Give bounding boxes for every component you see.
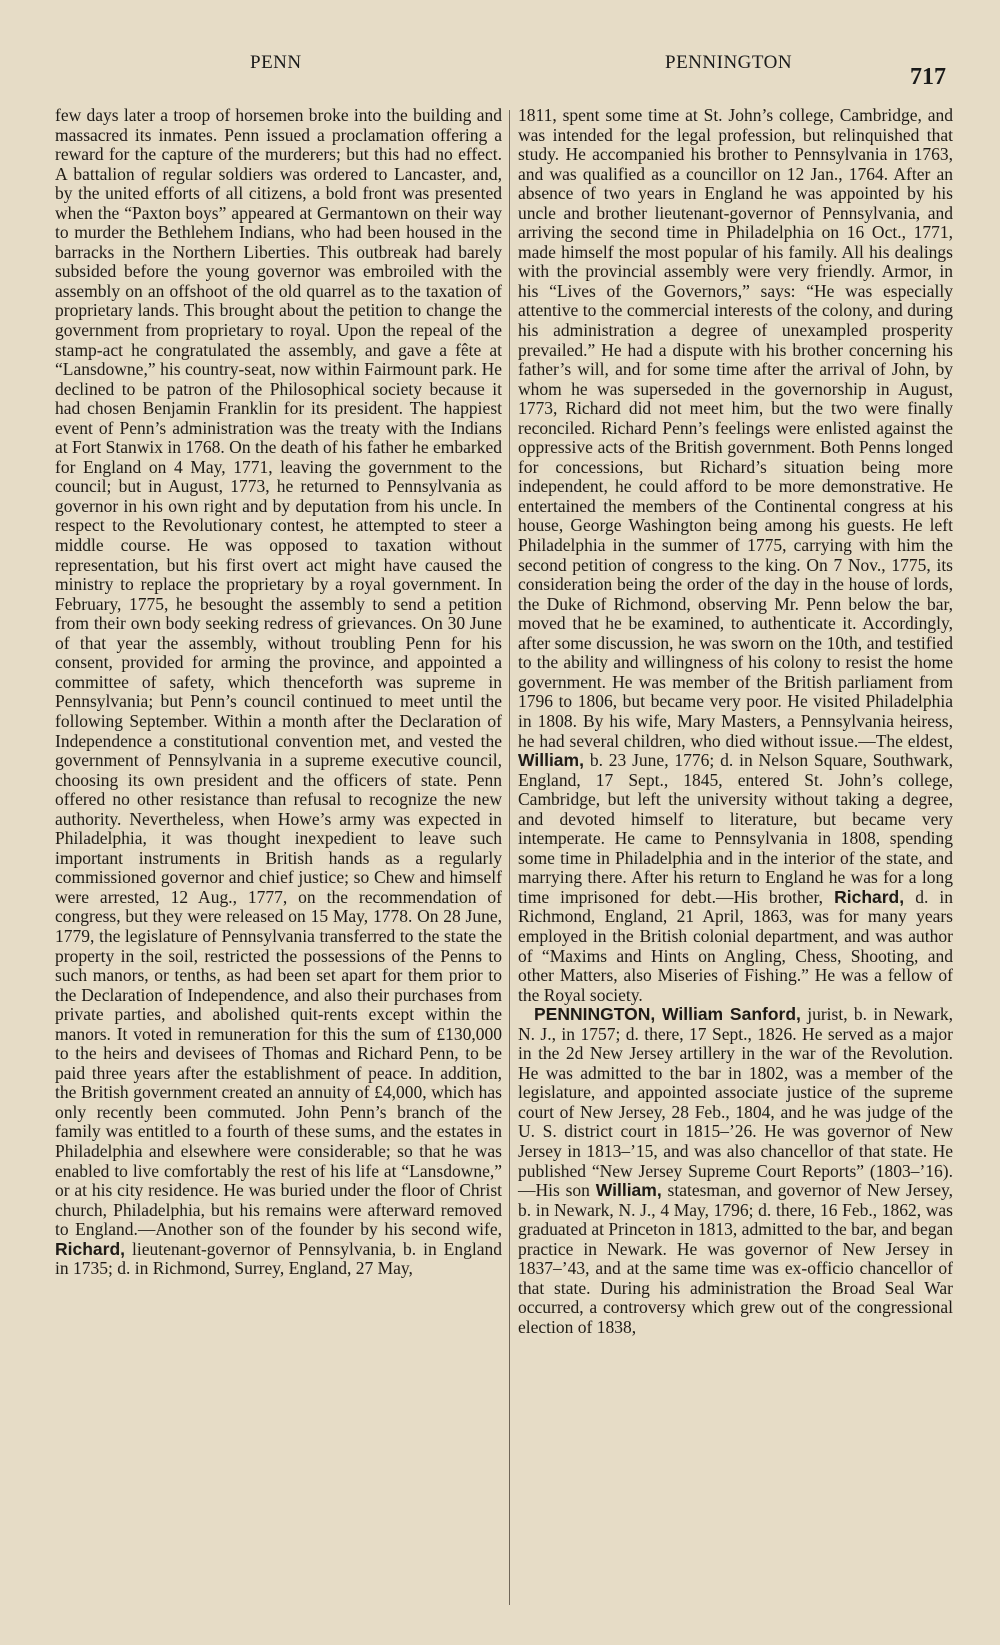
column-divider [509,110,510,1605]
left-paragraph [55,106,502,1279]
entry-name-william: William, [518,750,584,771]
right-column [518,106,953,1337]
penn-richard-text: lieutenant-governor of Pennsylvania, b. in England in 1735; d. in Richmond, Surrey, England, 27 May, [55,1238,502,1279]
right-paragraph-pennington [518,1005,953,1337]
running-head-right: PENNINGTON [665,52,793,73]
entry-name-pennington: PENNINGTON, William Sanford, [534,1004,801,1025]
penn-richard-continued-text: 1811, spent some time at St. John’s college, Cambridge, and was intended for the legal profession, but relinquished that study. He accompanied his brother to Pennsylvania in 1763, and was qualified as a councillor on 12 Jan., 1764. After an absence of two years in England he was appointed by his uncle and brother lieutenant-governor of Pennsylvania, and arriving the second time in Philadelphia on 16 Oct., 1771, made himself the most popular of his family. All his dealings with the provincial assembly were very friendly. Armor, in his “Lives of the Governors,” says: “He was especially attentive to the commercial interests of the colony, and during his administration a degree of unexampled prosperity prevailed.” He had a dispute with his brother concerning his father’s will, and for some time after the arrival of John, by whom he was superseded in the governorship in August, 1773, Richard did not meet him, but the two were finally reconciled. Richard Penn’s feelings were enlisted against the oppressive acts of the British government. Both Penns longed for concessions, but Richard’s situation being more independent, he could afford to be more demonstrative. He entertained the members of the Continental congress at his house, George Washington being among his guests. He left Philadelphia in the summer of 1775, carrying with him the second petition of congress to the king. On 7 Nov., 1775, its consideration being the order of the day in the house of lords, the Duke of Richmond, observing Mr. Penn below the bar, moved that he be examined, to authenticate it. Accordingly, after some discussion, he was sworn on the 10th, and testified to the ability and willingness of his colony to resist the home government. He was member of the British parliament from 1796 to 1806, but became very poor. He visited Philadelphia in 1808. By his wife, Mary Masters, a Pennsylvania heiress, he had several children, who died without issue.—The eldest, [518,105,953,751]
right-paragraph-penn [518,106,953,1005]
entry-name-richard: Richard, [55,1238,126,1259]
penn-william-text: b. 23 June, 1776; d. in Nelson Square, Southwark, England, 17 Sept., 1845, entered St. John’s college, Cambridge, but left the university without taking a degree, and devoted himself to literature, but became very intemperate. He came to Pennsylvania in 1808, spending some time in Philadelphia and in the interior of the state, and marrying there. After his return to England he was for a long time imprisoned for debt.—His brother, [518,750,953,907]
pennington-william-text: statesman, and governor of New Jersey, b. in Newark, N. J., 4 May, 1796; d. there, 16 Feb., 1862, was graduated at Princeton in 1813, admitted to the bar, and began practice in Newark. He was governor of New Jersey in 1837–’43, and at the same time was ex-officio chancellor of that state. During his administration the Broad Seal War occurred, a controversy which grew out of the congressional election of 1838, [518,1180,953,1337]
pennington-sanford-text: jurist, b. in Newark, N. J., in 1757; d. there, 17 Sept., 1826. He served as a major in the 2d New Jersey artillery in the war of the Revolution. He was admitted to the bar in 1802, was a member of the legislature, and appointed associate justice of the supreme court of New Jersey, 28 Feb., 1804, and he was judge of the U. S. district court in 1815–’26. He was governor of New Jersey in 1813–’15, and was also chancellor of that state. He published “New Jersey Supreme Court Reports” (1803–’16).—His son [518,1004,953,1201]
penn-richard-jr-text: d. in Richmond, England, 21 April, 1863, was for many years employed in the British colonial department, and was author of “Maxims and Hints on Angling, Chess, Shooting, and other Matters, also Miseries of Fishing.” He was a fellow of the Royal society. [518,886,953,1005]
left-column [55,106,502,1279]
entry-name-richard-jr: Richard, [834,886,905,907]
page-number: 717 [910,64,946,90]
entry-name-william-pennington: William, [595,1180,662,1201]
running-head-left: PENN [250,52,302,73]
penn-john-text: few days later a troop of horsemen broke into the building and massacred its inmates. Penn issued a proclamation offering a reward for the capture of the murderers; but this had no effect. A battalion of regular soldiers was ordered to Lancaster, and, by the united efforts of all citizens, a bold front was presented when the “Paxton boys” appeared at Germantown on their way to murder the Bethlehem Indians, who had been housed in the barracks in the Northern Liberties. This outbreak had barely subsided before the young governor was embroiled with the assembly on an offshoot of the old quarrel as to the taxation of proprietary lands. This brought about the petition to change the government from proprietary to royal. Upon the repeal of the stamp-act he congratulated the assembly, and gave a fête at “Lansdowne,” his country-seat, now within Fairmount park. He declined to be patron of the Philosophical society because it had chosen Benjamin Franklin for its president. The happiest event of Penn’s administration was the treaty with the Indians at Fort Stanwix in 1768. On the death of his father he embarked for England on 4 May, 1771, leaving the government to the council; but in August, 1773, he returned to Pennsylvania as governor in his own right and by deputation from his uncle. In respect to the Revolutionary contest, he attempted to steer a middle course. He was opposed to taxation without representation, but his first overt act might have caused the ministry to replace the proprietary by a royal government. In February, 1775, he besought the assembly to send a petition from their own body seeking redress of grievances. On 30 June of that year the assembly, without troubling Penn for his consent, provided for arming the province, and appointed a committee of safety, which thenceforth was supreme in Pennsylvania; but Penn’s council continued to meet until the following September. Within a month after the Declaration of Independence a constitutional convention met, and vested the government of Pennsylvania in a supreme executive council, choosing its own president and the officers of state. Penn offered no other resistance than refusal to recognize the new authority. Nevertheless, when Howe’s army was expected in Philadelphia, it was thought inexpedient to leave such important instruments in British hands as a regularly commissioned governor and chief justice; so Chew and himself were arrested, 12 Aug., 1777, on the recommendation of congress, but they were released on 15 May, 1778. On 28 June, 1779, the legislature of Pennsylvania transferred to the state the property in the soil, restricted the possessions of the Penns to such manors, or tenths, as had been set apart for them prior to the Declaration of Independence, and also their purchases from private parties, and abolished quit-rents except within the manors. It voted in remuneration for this the sum of £130,000 to the heirs and devisees of Thomas and Richard Penn, to be paid three years after the establishment of peace. In addition, the British government created an annuity of £4,000, which has only recently been commuted. John Penn’s branch of the family was entitled to a fourth of these sums, and the estates in Philadelphia and elsewhere were considerable; so that he was enabled to live comfortably the rest of his life at “Lansdowne,” or at his city residence. He was buried under the floor of Christ church, Philadelphia, but his remains were afterward removed to England.—Another son of the founder by his second wife, [55,105,502,1240]
